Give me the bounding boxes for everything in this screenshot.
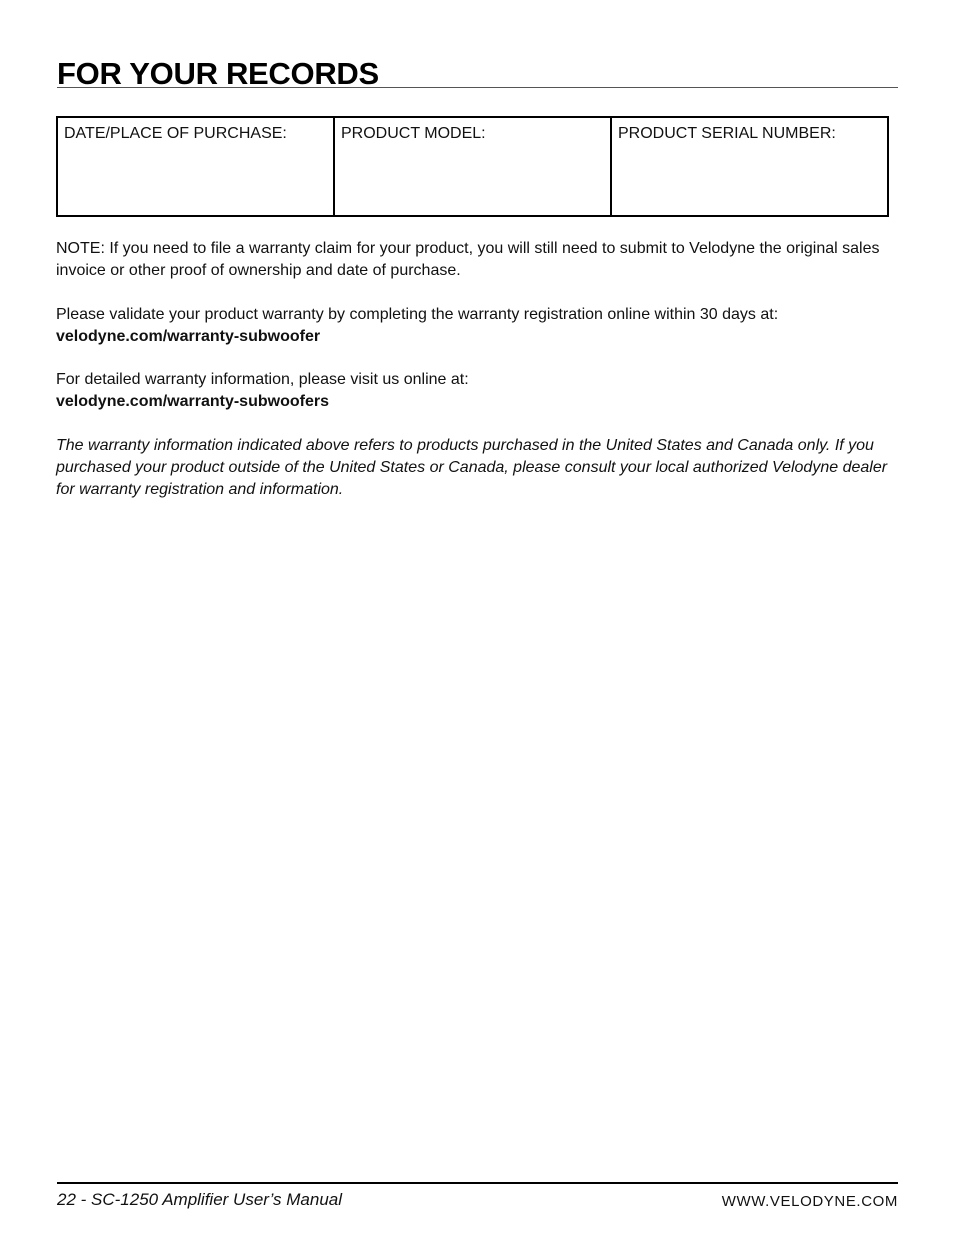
title-divider <box>57 87 898 88</box>
purchase-date-place-field[interactable]: DATE/PLACE OF PURCHASE: <box>57 117 334 216</box>
warranty-note: NOTE: If you need to file a warranty claim for your product, you will still need to submit to Velodyne the original sales invoice or other proof of ownership and date of purchase. <box>56 240 880 279</box>
details-paragraph <box>56 369 901 413</box>
warranty-info-link[interactable]: velodyne.com/warranty-subwoofers <box>56 393 329 410</box>
page-title: FOR YOUR RECORDS <box>57 56 379 91</box>
registration-link[interactable]: velodyne.com/warranty-subwoofer <box>56 328 321 345</box>
footer-website-link[interactable]: WWW.VELODYNE.COM <box>721 1193 898 1210</box>
table-row <box>57 117 888 216</box>
validate-paragraph <box>56 304 901 348</box>
serial-number-field[interactable]: PRODUCT SERIAL NUMBER: <box>611 117 888 216</box>
validate-text: Please validate your product warranty by completing the warranty registration online within 30 days at: <box>56 306 779 323</box>
product-model-field[interactable]: PRODUCT MODEL: <box>334 117 611 216</box>
warranty-disclaimer: The warranty information indicated above refers to products purchased in the United States and Canada only. If you purchased your product outside of the United States or Canada, please consult your local authorized Velodyne dealer for warranty registration and information. <box>56 437 888 498</box>
records-table <box>56 116 889 217</box>
details-text: For detailed warranty information, please visit us online at: <box>56 371 469 388</box>
footer-page-label: 22 - SC-1250 Amplifier User’s Manual <box>57 1190 343 1209</box>
footer-divider <box>57 1182 898 1184</box>
